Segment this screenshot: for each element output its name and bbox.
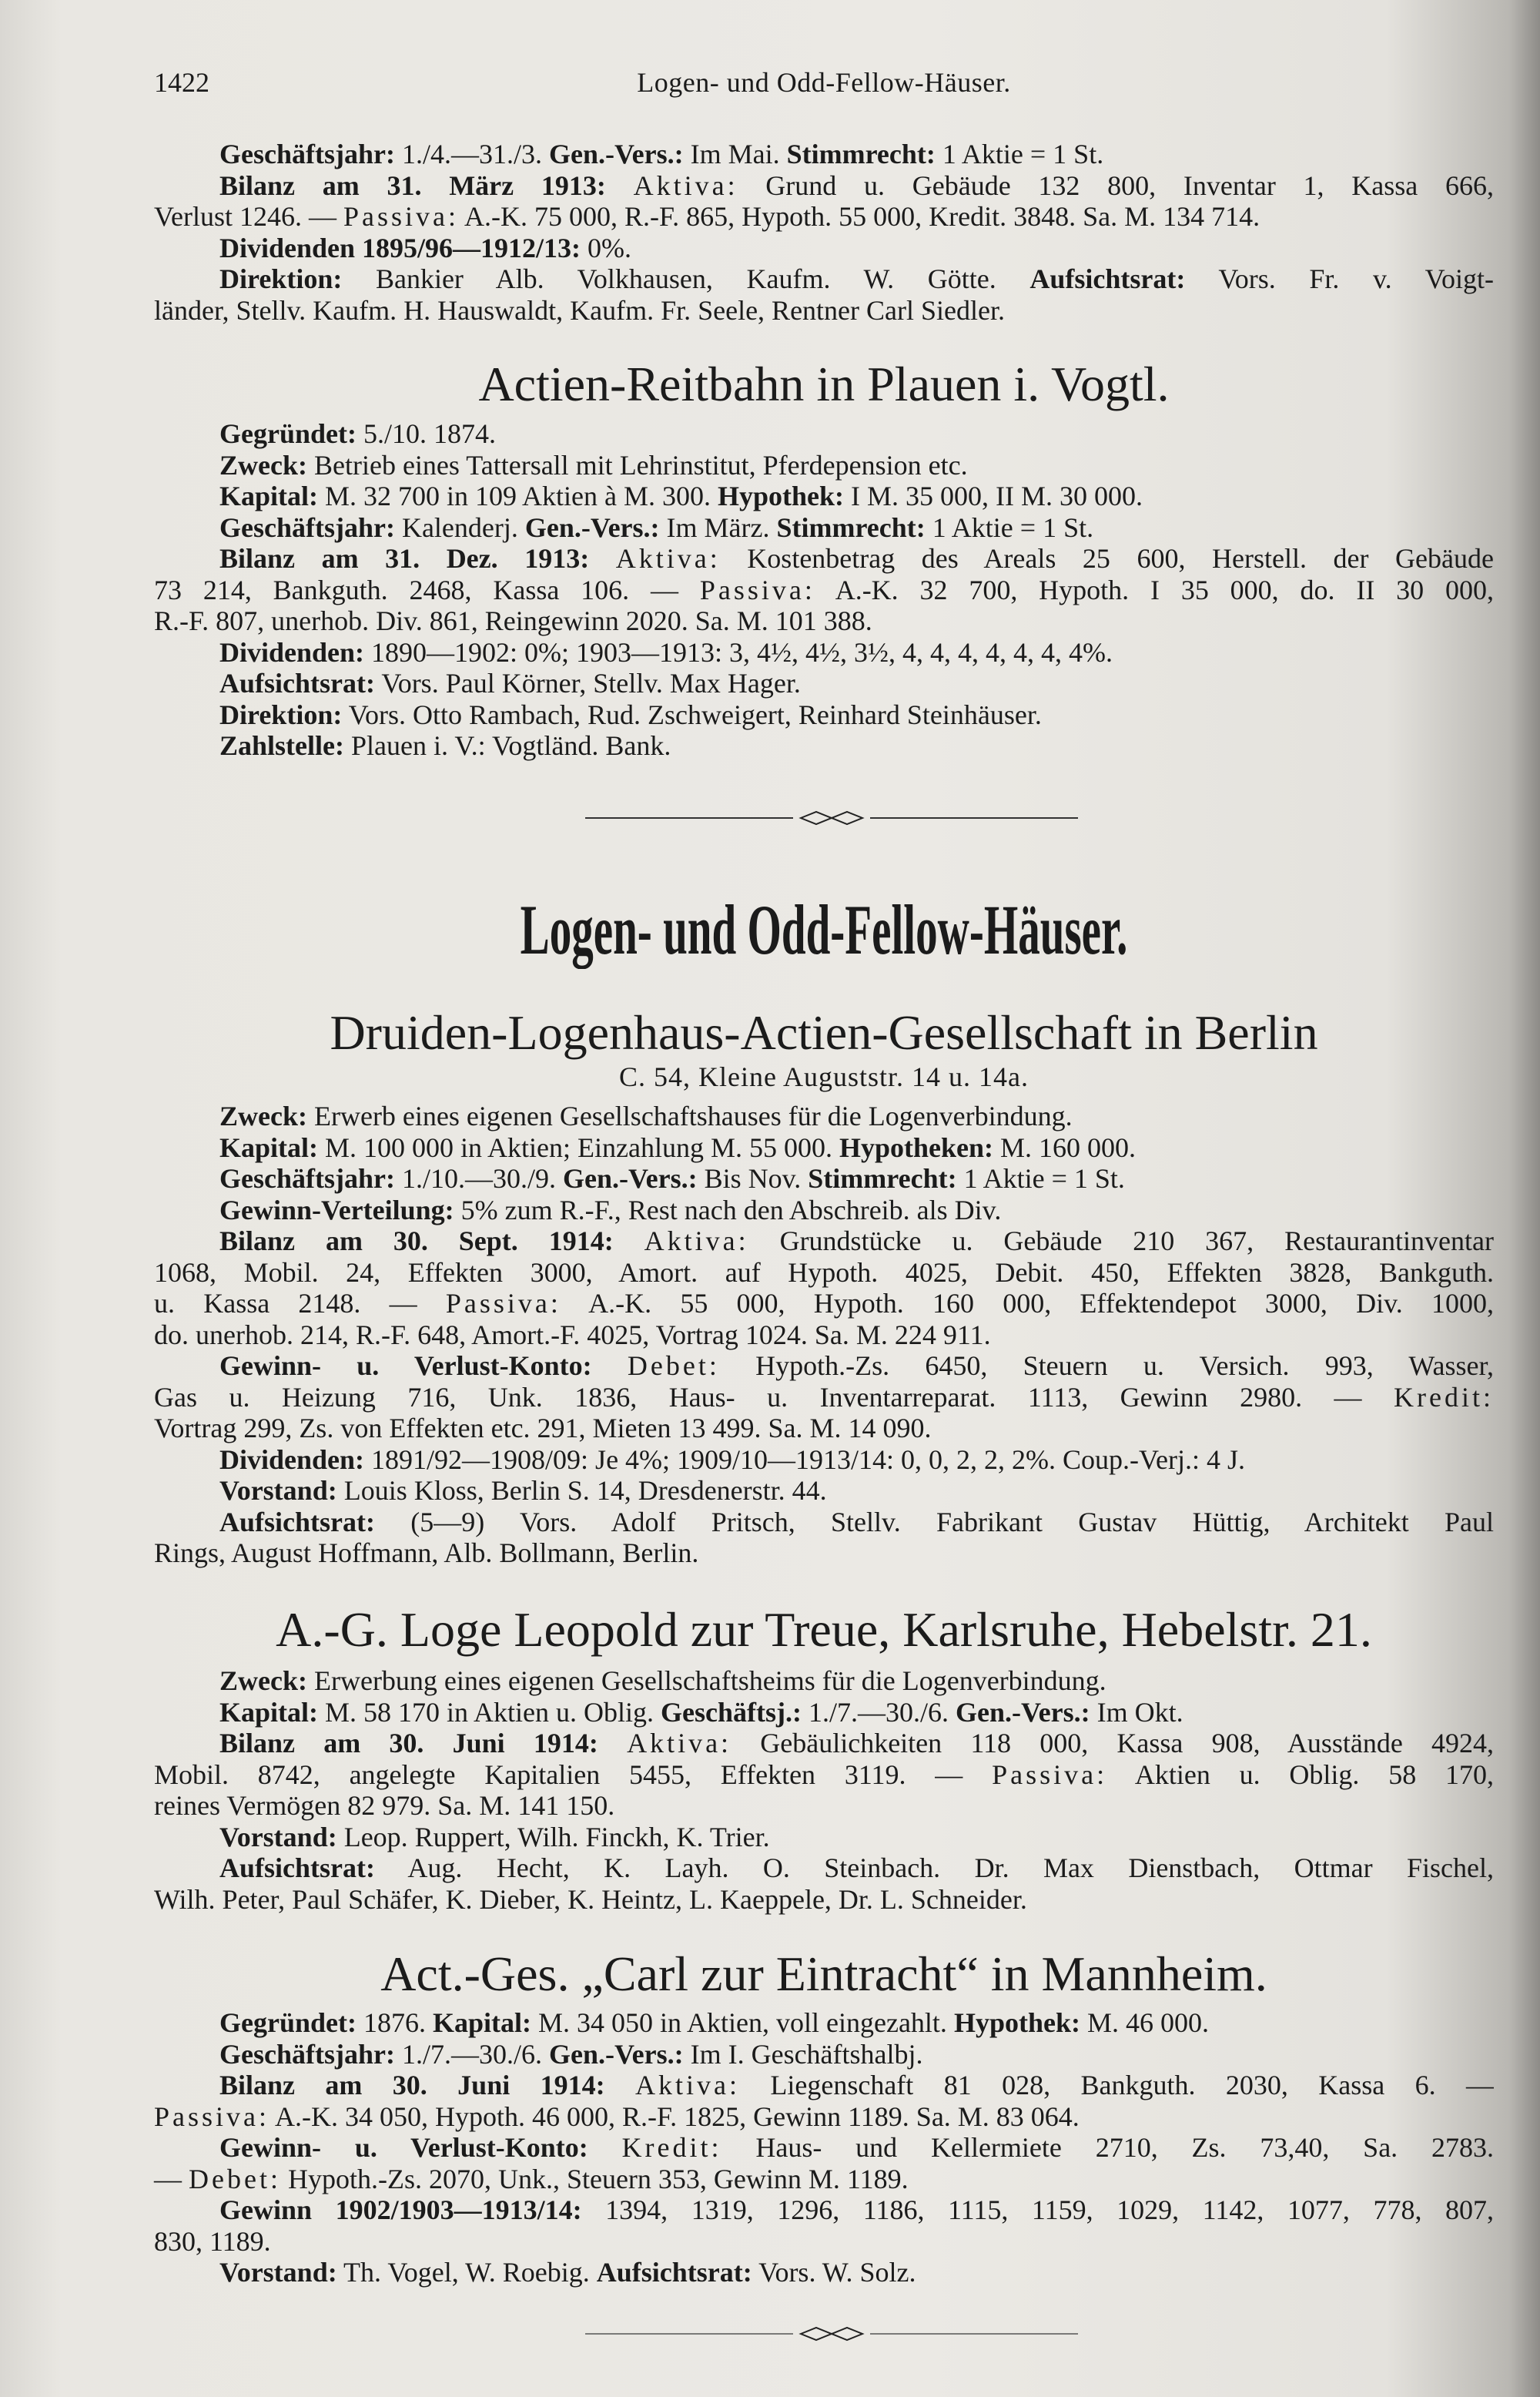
page-header (154, 65, 1494, 99)
page-number: 1422 (154, 67, 209, 98)
paragraph (154, 1822, 1494, 1853)
paragraph (154, 2070, 1494, 2132)
text-line (154, 1288, 1494, 1319)
field-label: Gewinn- u. Verlust-Konto: (219, 1350, 592, 1381)
spaced-label: Passiva: (154, 2100, 270, 2132)
field-label: Aufsichtsrat: (219, 668, 375, 699)
paragraph (154, 263, 1494, 326)
ornament-divider (585, 810, 1078, 826)
text-line (154, 575, 1494, 606)
spaced-label: Passiva: (343, 201, 460, 232)
ornament-divider (585, 2326, 1078, 2342)
field-label: Geschäftsj.: (661, 1696, 802, 1728)
paragraph (154, 2007, 1494, 2039)
paragraph (154, 450, 1494, 481)
field-label: Gen.-Vers.: (524, 511, 660, 543)
field-label: Zweck: (219, 449, 307, 481)
field-label: Geschäftsjahr: (219, 1163, 395, 1194)
field-text: Vors. Fr. v. Voigt- (1185, 263, 1494, 294)
spaced-label: Kredit: (1394, 1381, 1494, 1413)
field-label: Gegründet: (219, 2007, 357, 2038)
field-label: Stimmrecht: (776, 511, 926, 543)
field-text: Bis Nov. (697, 1163, 808, 1194)
text-line (154, 1132, 1494, 1164)
field-text: 1394, 1319, 1296, 1186, 1115, 1159, 1029, 1142, 1077, 778, 807, (581, 2194, 1494, 2225)
field-text: Hypoth.-Zs. 6450, Steuern u. Versich. 993, Wasser, (719, 1350, 1494, 1381)
field-label: Aufsichtsrat: (219, 1506, 375, 1537)
field-text: Grund u. Gebäude 132 800, Inventar 1, Kassa 666, (738, 169, 1494, 201)
field-label: Gewinn 1902/1903—1913/14: (219, 2194, 582, 2225)
paragraph (154, 543, 1494, 637)
field-text (605, 2070, 635, 2100)
paragraph (154, 1225, 1494, 1350)
section-body (154, 1665, 1494, 1915)
field-label: Bilanz am 30. Juni 1914: (219, 2070, 605, 2100)
text-line (154, 543, 1494, 575)
field-text (598, 1728, 627, 1758)
field-label: Aufsichtsrat: (1029, 263, 1186, 294)
field-text: 0%. (581, 232, 632, 263)
field-text: 1876. (356, 2007, 433, 2038)
field-text: M. 160 000. (993, 1131, 1137, 1163)
field-label: Gen.-Vers.: (956, 1696, 1090, 1728)
field-label: Aufsichtsrat: (219, 1852, 375, 1883)
paragraph (154, 512, 1494, 544)
text-line (154, 2194, 1494, 2226)
field-text: Hypoth.-Zs. 2070, Unk., Steuern 353, Gewinn M. 1189. (280, 2163, 909, 2194)
text-line (154, 481, 1494, 512)
text-line (154, 2101, 1494, 2133)
field-label: Geschäftsjahr: (219, 2038, 395, 2070)
field-text: M. 100 000 in Aktien; Einzahlung M. 55 000. (318, 1131, 839, 1163)
field-text: 1 Aktie = 1 St. (956, 1163, 1125, 1194)
text-line (154, 637, 1494, 669)
paragraph (154, 1665, 1494, 1697)
field-text: Im Mai. (683, 139, 787, 169)
text-line (154, 1475, 1494, 1507)
field-label: Kapital: (219, 481, 319, 511)
field-label: Stimmrecht: (786, 139, 936, 169)
text-line (154, 1163, 1494, 1195)
text-line (154, 2132, 1494, 2164)
paragraph (154, 2257, 1494, 2288)
field-text: 5./10. 1874. (356, 418, 496, 449)
spaced-label: Aktiva: (615, 543, 721, 574)
field-text: Aktien u. Oblig. 58 170, (1107, 1758, 1494, 1790)
text-line (154, 512, 1494, 544)
field-text: Kalenderj. (394, 511, 525, 543)
field-text: 1 Aktie = 1 St. (935, 139, 1104, 169)
spaced-label: Debet: (627, 1350, 720, 1381)
field-label: Bilanz am 31. Dez. 1913: (219, 543, 590, 574)
field-text: Vors. Paul Körner, Stellv. Max Hager. (374, 668, 801, 699)
spaced-label: Passiva: (992, 1758, 1108, 1790)
text-line (154, 2007, 1494, 2039)
field-label: Gen.-Vers.: (548, 2038, 684, 2070)
field-text: Vors. Otto Rambach, Rud. Zschweigert, Reinhard Steinhäuser. (342, 699, 1042, 730)
text-line (154, 1852, 1494, 1884)
paragraph (154, 1475, 1494, 1507)
paragraph (154, 2039, 1494, 2070)
field-text: Aug. Hecht, K. Layh. O. Steinbach. Dr. Max Dienstbach, Ottmar Fischel, (374, 1852, 1494, 1883)
paragraph (154, 1852, 1494, 1915)
running-title: Logen- und Odd-Fellow-Häuser. (637, 67, 1011, 98)
field-text: 1 Aktie = 1 St. (925, 511, 1094, 543)
field-text: Erwerbung eines eigenen Gesellschaftsheims für die Logenverbindung. (306, 1665, 1106, 1696)
field-label: Dividenden: (219, 636, 365, 668)
field-text: M. 34 050 in Aktien, voll eingezahlt. (531, 2007, 954, 2038)
field-text: 1./10.—30./9. (394, 1163, 563, 1194)
text-line (154, 605, 1494, 637)
field-text: M. 32 700 in 109 Aktien à M. 300. (318, 481, 718, 511)
text-line (154, 2257, 1494, 2288)
field-text: Rings, August Hoffmann, Alb. Bollmann, Berlin. (154, 1537, 699, 1568)
field-text: I M. 35 000, II M. 30 000. (844, 481, 1143, 511)
field-label: Kapital: (219, 1131, 319, 1163)
field-text: Louis Kloss, Berlin S. 14, Dresdenerstr. 44. (336, 1475, 827, 1506)
text-line (154, 1444, 1494, 1476)
field-text: (5—9) Vors. Adolf Pritsch, Stellv. Fabrikant Gustav Hüttig, Architekt Paul (374, 1506, 1494, 1537)
paragraph (154, 637, 1494, 669)
text-line (154, 2070, 1494, 2101)
section-title: Druiden-Logenhaus-Actien-Gesellschaft in Berlin (330, 1005, 1318, 1060)
text-line (154, 1507, 1494, 1538)
spaced-label: Aktiva: (633, 169, 738, 201)
paragraph (154, 233, 1494, 264)
field-text: 1./7.—30./6. (801, 1696, 956, 1728)
section-body (154, 2007, 1494, 2288)
field-label: Gewinn-Verteilung: (219, 1194, 454, 1225)
field-text: länder, Stellv. Kaufm. H. Hauswaldt, Kaufm. Fr. Seele, Rentner Carl Siedler. (154, 294, 1005, 326)
field-label: Zweck: (219, 1665, 307, 1696)
paragraph (154, 1728, 1494, 1822)
field-text: 1./4.—31./3. (394, 139, 549, 169)
spaced-label: Passiva: (699, 574, 815, 605)
text-line (154, 699, 1494, 731)
field-label: Vorstand: (219, 1821, 337, 1852)
field-label: Aufsichtsrat: (596, 2257, 752, 2288)
spaced-label: Aktiva: (627, 1728, 732, 1758)
spaced-label: Aktiva: (635, 2070, 740, 2100)
paragraph (154, 1163, 1494, 1195)
field-text: Wilh. Peter, Paul Schäfer, K. Dieber, K. Heintz, L. Kaeppele, Dr. L. Schneider. (154, 1883, 1027, 1915)
spaced-label: Aktiva: (644, 1225, 749, 1256)
field-label: Bilanz am 31. März 1913: (219, 169, 606, 201)
text-line (154, 170, 1494, 202)
paragraph (154, 2194, 1494, 2257)
field-text: Th. Vogel, W. Roebig. (336, 2257, 597, 2288)
field-label: Dividenden: (219, 1443, 365, 1475)
field-text: Liegenschaft 81 028, Bankguth. 2030, Kassa 6. — (740, 2070, 1494, 2100)
text-line (154, 2164, 1494, 2195)
text-line (154, 668, 1494, 699)
field-text: Gas u. Heizung 716, Unk. 1836, Haus- u. Inventarreparat. 1113, Gewinn 2980. — (154, 1381, 1394, 1413)
field-text: do. unerhob. 214, R.-F. 648, Amort.-F. 4025, Vortrag 1024. Sa. M. 224 911. (154, 1319, 991, 1350)
text-line (154, 2226, 1494, 2258)
field-text (588, 2132, 622, 2163)
field-text (606, 170, 634, 201)
text-line (154, 1257, 1494, 1289)
section-title: Act.-Ges. „Carl zur Eintracht“ in Mannheim. (380, 1946, 1267, 2001)
field-label: Geschäftsjahr: (219, 139, 395, 169)
spaced-label: Kredit: (621, 2132, 722, 2163)
field-text: Vortrag 299, Zs. von Effekten etc. 291, Mieten 13 499. Sa. M. 14 090. (154, 1413, 932, 1443)
chapter-title (154, 891, 1494, 968)
field-text: Grundstücke u. Gebäude 210 367, Restaurantinventar (748, 1225, 1494, 1256)
field-text: R.-F. 807, unerhob. Div. 861, Reingewinn 2020. Sa. M. 101 388. (154, 605, 872, 636)
paragraph (154, 1350, 1494, 1444)
text-line (154, 418, 1494, 450)
section-address: C. 54, Kleine Auguststr. 14 u. 14a. (619, 1061, 1029, 1092)
field-label: Zweck: (219, 1101, 307, 1131)
paragraph (154, 699, 1494, 731)
field-text: 73 214, Bankguth. 2468, Kassa 106. — (154, 574, 700, 605)
paragraph (154, 1132, 1494, 1164)
paragraph (154, 1444, 1494, 1476)
text-line (154, 1728, 1494, 1759)
field-label: Vorstand: (219, 1475, 337, 1506)
field-text: Im I. Geschäftshalbj. (683, 2038, 923, 2070)
field-text: 1890—1902: 0%; 1903—1913: 3, 4½, 4½, 3½, 4, 4, 4, 4, 4, 4, 4%. (364, 636, 1113, 668)
paragraph (154, 1507, 1494, 1569)
paragraph (154, 730, 1494, 762)
chapter-title-text: Logen- und Odd-Fellow-Häuser. (520, 890, 1128, 969)
paragraph (154, 418, 1494, 450)
field-label: Gen.-Vers.: (562, 1163, 698, 1194)
field-label: Gen.-Vers.: (548, 139, 684, 169)
field-text: Plauen i. V.: Vogtländ. Bank. (343, 730, 671, 761)
field-text: Bankier Alb. Volkhausen, Kaufm. W. Götte. (342, 263, 1030, 294)
field-text: A.-K. 75 000, R.-F. 865, Hypoth. 55 000, Kredit. 3848. Sa. M. 134 714. (459, 201, 1260, 232)
field-text: 830, 1189. (154, 2225, 271, 2257)
field-text: u. Kassa 2148. — (154, 1288, 446, 1319)
field-text: Im Okt. (1090, 1696, 1183, 1728)
field-text: M. 46 000. (1080, 2007, 1209, 2038)
field-text: Leop. Ruppert, Wilh. Finckh, K. Trier. (336, 1821, 770, 1852)
spaced-label: Debet: (189, 2163, 281, 2194)
section-title: A.-G. Loge Leopold zur Treue, Karlsruhe, Hebelstr. 21. (276, 1602, 1372, 1657)
text-line (154, 1195, 1494, 1226)
field-text: Mobil. 8742, angelegte Kapitalien 5455, Effekten 3119. — (154, 1758, 993, 1790)
text-line (154, 1884, 1494, 1916)
field-text (592, 1350, 628, 1381)
field-text: A.-K. 55 000, Hypoth. 160 000, Effektendepot 3000, Div. 1000, (561, 1288, 1494, 1319)
field-label: Gewinn- u. Verlust-Konto: (219, 2132, 588, 2163)
text-line (154, 450, 1494, 481)
field-label: Direktion: (219, 699, 343, 730)
text-line (154, 1790, 1494, 1822)
text-line (154, 730, 1494, 762)
field-text: Verlust 1246. — (154, 201, 343, 232)
field-label: Bilanz am 30. Juni 1914: (219, 1728, 598, 1758)
field-label: Stimmrecht: (808, 1163, 957, 1194)
field-text: 1891/92—1908/09: Je 4%; 1909/10—1913/14: 0, 0, 2, 2, 2%. Coup.-Verj.: 4 J. (364, 1443, 1246, 1475)
field-text: — (154, 2163, 189, 2194)
field-text: Erwerb eines eigenen Gesellschaftshauses für die Logenverbindung. (306, 1101, 1073, 1131)
field-label: Hypothek: (718, 481, 845, 511)
spaced-label: Passiva: (445, 1288, 561, 1319)
field-text: A.-K. 34 050, Hypoth. 46 000, R.-F. 1825, Gewinn 1189. Sa. M. 83 064. (270, 2100, 1080, 2132)
paragraph (154, 668, 1494, 699)
field-label: Geschäftsjahr: (219, 511, 395, 543)
paragraph (154, 1195, 1494, 1226)
text-line (154, 1101, 1494, 1132)
field-label: Hypotheken: (839, 1131, 994, 1163)
text-line (154, 1413, 1494, 1444)
field-text: 1068, Mobil. 24, Effekten 3000, Amort. auf Hypoth. 4025, Debit. 450, Effekten 3828, Bankguth. (154, 1256, 1494, 1288)
field-text: Gebäulichkeiten 118 000, Kassa 908, Ausstände 4924, (732, 1728, 1494, 1758)
text-line (154, 233, 1494, 264)
text-line (154, 295, 1494, 327)
text-line (154, 139, 1494, 170)
field-text (614, 1225, 644, 1256)
paragraph (154, 1101, 1494, 1132)
field-label: Hypothek: (953, 2007, 1080, 2038)
paragraph (154, 481, 1494, 512)
field-label: Gegründet: (219, 418, 357, 449)
field-text: Kostenbetrag des Areals 25 600, Herstell. der Gebäude (720, 543, 1494, 574)
paragraph (154, 170, 1494, 233)
text-line (154, 1382, 1494, 1413)
text-line (154, 201, 1494, 233)
field-text: A.-K. 32 700, Hypoth. I 35 000, do. II 30 000, (815, 574, 1494, 605)
section-continuation-body (154, 139, 1494, 326)
field-text: Betrieb eines Tattersall mit Lehrinstitut, Pferdepension etc. (306, 449, 968, 481)
field-label: Zahlstelle: (219, 730, 344, 761)
field-text: Im März. (659, 511, 777, 543)
text-line (154, 1537, 1494, 1569)
field-text: 1./7.—30./6. (394, 2038, 549, 2070)
field-label: Vorstand: (219, 2257, 337, 2288)
field-text: 5% zum R.-F., Rest nach den Abschreib. als Div. (454, 1194, 1002, 1225)
section-body (154, 1101, 1494, 1569)
text-line (154, 1665, 1494, 1697)
paragraph (154, 1697, 1494, 1728)
text-line (154, 1822, 1494, 1853)
field-label: Kapital: (432, 2007, 531, 2038)
text-line (154, 1697, 1494, 1728)
text-line (154, 1759, 1494, 1791)
field-text: M. 58 170 in Aktien u. Oblig. (318, 1696, 661, 1728)
section-title: Actien-Reitbahn in Plauen i. Vogtl. (478, 357, 1170, 411)
field-text: Haus- und Kellermiete 2710, Zs. 73,40, Sa. 2783. (721, 2132, 1494, 2163)
section-body (154, 418, 1494, 762)
text-line (154, 1225, 1494, 1257)
paragraph (154, 2132, 1494, 2194)
field-label: Kapital: (219, 1696, 319, 1728)
text-line (154, 1319, 1494, 1351)
field-label: Dividenden 1895/96—1912/13: (219, 232, 581, 263)
field-label: Bilanz am 30. Sept. 1914: (219, 1225, 614, 1256)
paragraph (154, 139, 1494, 170)
field-label: Direktion: (219, 263, 343, 294)
text-line (154, 2039, 1494, 2070)
field-text: reines Vermögen 82 979. Sa. M. 141 150. (154, 1790, 615, 1821)
text-line (154, 1350, 1494, 1382)
text-line (154, 263, 1494, 295)
field-text: Vors. W. Solz. (752, 2257, 916, 2288)
field-text (589, 543, 616, 574)
